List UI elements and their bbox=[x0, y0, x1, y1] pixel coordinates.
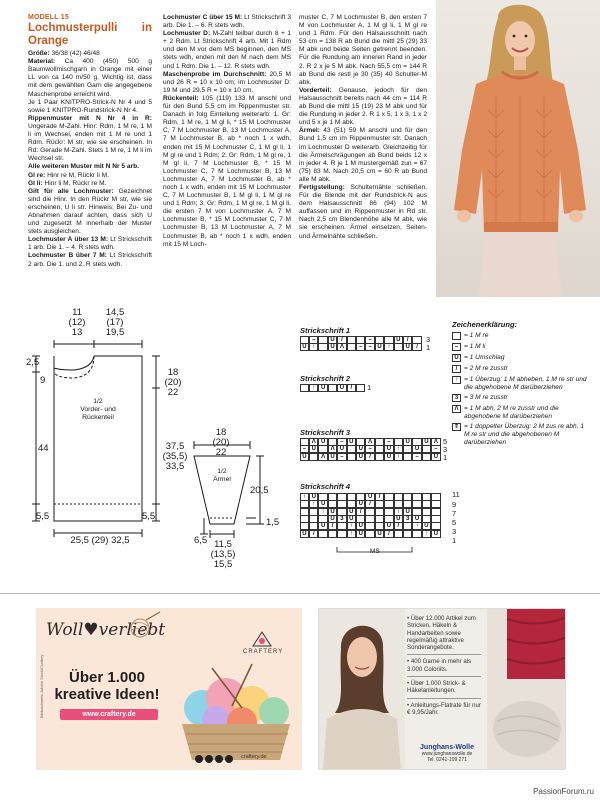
chart-cell: U bbox=[328, 453, 337, 461]
paragraph-label: Größe: bbox=[28, 50, 50, 58]
chart-cell: / bbox=[394, 522, 403, 530]
chart-2-row-1: 1 bbox=[367, 383, 372, 392]
dim-sleeve-cuff: 1,5 bbox=[266, 517, 280, 528]
paragraph-text: Lt Strickschrift 3 arb. Die 1. – 6. R stets wdh. bbox=[163, 14, 292, 30]
chart-cell: U bbox=[384, 522, 393, 530]
chart-cell: U bbox=[394, 515, 403, 523]
body-piece-label: 1/2 Vorder- und Rückenteil bbox=[80, 398, 116, 421]
chart-cell: U bbox=[356, 445, 365, 453]
junghans-ad[interactable] bbox=[318, 608, 566, 770]
chart-cell: U bbox=[384, 453, 393, 461]
chart-1-row-1: 1 bbox=[426, 343, 431, 352]
chart-cell: U bbox=[347, 515, 356, 523]
chart-cell: Λ bbox=[337, 343, 346, 351]
instruction-paragraph bbox=[299, 87, 427, 127]
chart-cell: Λ bbox=[318, 453, 327, 461]
paragraph-text: 36/38 (42) 46/48 bbox=[49, 50, 100, 58]
legend-item bbox=[452, 354, 587, 362]
chart-cell: U bbox=[375, 343, 384, 351]
chart-cell: U bbox=[412, 445, 421, 453]
legend-text: = 1 M abh, 2 M re zusstr und die abgehobene M darüberziehen bbox=[464, 405, 559, 420]
instruction-paragraph bbox=[299, 184, 427, 241]
legend-symbol-icon: U bbox=[452, 354, 461, 362]
legend-text: = 1 Umschlag bbox=[464, 354, 505, 361]
legend-item bbox=[452, 423, 587, 446]
paragraph-label: Lochmuster B über 7 M: bbox=[28, 252, 107, 260]
craftery-big-text: Über 1.000 kreative Ideen! bbox=[54, 669, 160, 703]
chart-3-title: Strickschrift 3 bbox=[300, 428, 351, 437]
page-divider bbox=[0, 593, 600, 594]
chart-cell: U bbox=[318, 438, 327, 446]
chart-3-row-5: 5 bbox=[443, 437, 448, 446]
legend-item bbox=[452, 332, 587, 340]
chart-4-row-7: 7 bbox=[452, 509, 457, 518]
paragraph-label: Gl re: bbox=[28, 171, 46, 179]
dim-sleeve-slope: 6,5 bbox=[194, 535, 208, 546]
chart-cell: U bbox=[300, 530, 309, 538]
chart-cell: U bbox=[328, 515, 337, 523]
chart-cell: U bbox=[431, 530, 440, 538]
chart-cell: / bbox=[365, 500, 374, 508]
chart-cell: U bbox=[394, 336, 403, 344]
junghans-features bbox=[407, 615, 481, 719]
instruction-paragraph bbox=[28, 58, 152, 98]
junghans-phone: Tel. 0241-109 271 bbox=[426, 757, 468, 763]
chart-cell: / bbox=[347, 384, 356, 392]
instruction-paragraph bbox=[299, 14, 427, 87]
paragraph-label: Rippenmuster mit N Nr 4 in R: bbox=[28, 114, 152, 122]
chart-cell: Λ bbox=[309, 438, 318, 446]
chart-1-title: Strickschrift 1 bbox=[300, 326, 351, 335]
chart-cell: – bbox=[309, 336, 318, 344]
chart-2-grid bbox=[300, 384, 366, 391]
chart-cell: U bbox=[337, 384, 346, 392]
chart-cell: / bbox=[375, 493, 384, 501]
chart-cell: / bbox=[412, 343, 421, 351]
instruction-paragraph bbox=[163, 95, 291, 249]
chart-cell: U bbox=[403, 343, 412, 351]
paragraph-text: Gezeichnet sind die Hinr. In den Rückr M str, wie sie erscheinen, U li str. Hinweis: Bei Zu- und Abnahmen darauf achten, dass sich U und zugesetzt M innerhalb der Muster stets ausgleichen. bbox=[28, 187, 152, 236]
chart-cell bbox=[365, 530, 374, 538]
craftery-logo-icon bbox=[251, 630, 273, 648]
paragraph-text: Lt Strickschrift 2 arb. Die 1. und 2. R stets wdh. bbox=[28, 252, 152, 268]
chart-cell: ↑ bbox=[394, 445, 403, 453]
chart-cell: ↑ bbox=[309, 343, 318, 351]
chart-cell: / bbox=[403, 336, 412, 344]
chart-3-row-3: 3 bbox=[443, 445, 448, 454]
blurb-separator bbox=[407, 654, 481, 655]
chart-3-row-1: 1 bbox=[443, 453, 448, 462]
size-schematic bbox=[20, 307, 290, 578]
chart-cell: / bbox=[356, 508, 365, 516]
paragraph-label: Maschenprobe im Durchschnitt: bbox=[163, 70, 267, 78]
dim-body-width: 25,5 (29) 32,5 bbox=[70, 535, 130, 546]
junghans-name: Junghans-Wolle bbox=[420, 744, 474, 751]
instruction-column-3 bbox=[299, 14, 427, 241]
chart-cell: U bbox=[422, 438, 431, 446]
paragraph-label: Lochmuster D: bbox=[163, 30, 211, 38]
chart-cell: U bbox=[403, 438, 412, 446]
chart-cell: U bbox=[356, 530, 365, 538]
legend-title: Zeichenerklärung: bbox=[452, 320, 518, 329]
chart-cell: – bbox=[300, 445, 309, 453]
chart-cell: – bbox=[384, 438, 393, 446]
chart-2-title: Strickschrift 2 bbox=[300, 374, 351, 383]
chart-4-row-1: 1 bbox=[452, 536, 457, 545]
paragraph-text: 20,5 M und 26 R = 10 x 10 cm; im Lochmuster D: 19 M und 29,5 R = 10 x 10 cm. bbox=[163, 70, 291, 94]
chart-cell: U bbox=[328, 508, 337, 516]
instruction-paragraph bbox=[163, 14, 291, 30]
chart-4-row-3: 3 bbox=[452, 527, 457, 536]
chart-cell: U bbox=[431, 453, 440, 461]
legend-text: = 1 M li bbox=[464, 343, 486, 350]
dim-front-neck-depth: 9 bbox=[40, 375, 46, 386]
paragraph-text: Hinr li M, Rückr re M. bbox=[42, 179, 107, 187]
dim-sleeve-bottom: 11,5 (13,5) 15,5 bbox=[210, 539, 236, 570]
instruction-paragraph bbox=[163, 71, 291, 95]
chart-cell bbox=[356, 384, 365, 392]
instruction-column-1 bbox=[28, 14, 152, 269]
chart-cell: – bbox=[365, 336, 374, 344]
dim-length: 44 bbox=[38, 443, 49, 454]
chart-cell: 3 bbox=[403, 515, 412, 523]
chart-cell: U bbox=[318, 384, 327, 392]
watermark: PassionForum.ru bbox=[533, 787, 594, 796]
instruction-paragraph bbox=[28, 188, 152, 237]
chart-cell bbox=[347, 343, 356, 351]
chart-cell: ↑ bbox=[422, 530, 431, 538]
chart-cell bbox=[328, 530, 337, 538]
paragraph-text: 43 (51) 59 M anschl und für den Bund 1,5 cm im Rippenmuster str. Danach im Lochmuster D weiterarb. Gleichzeitig für die Ärmelschrägungen ab Bund beids 12 x in jeder 4. R je 1 M mustergemäß zun = 67 (75) 83 M. Nach 20,5 cm = 60 R ab Bund alle M abk. bbox=[299, 127, 427, 183]
paragraph-text: 105 (119) 133 M anschl und für den Bund 5,5 cm im Rippenmuster str. Danach in folg Einteilung weiterarb: 1. Gr: Rdm, 1 M re, 1 M gl li, * 15 M Lochmuster C, 7 M Lochmuster B, 13 M Lochmuster A, 7 M Lochmuster B, ab * noch 1 x wdh, enden mit 15 M Lochmuster C, 1 M gl li, 1 M gl re und 1 Rdm; 2. Gr: Rdm, 1 M gl re, 1 M gl li, 7 M Lochmuster B, * 15 M Lochmuster C, 7 M Lochmuster B, 13 M Lochmuster A, 7 M Lochmuster B, ab * noch 1 x wdh, enden mit 15 M Lochmuster C, 7 M Lochmuster B, 1 M gl li, 1 M gl re und 1 Rdm; 3. Gr: Rdm, 1 M gl re, 1 M gl li, die ersten 7 M von Lochmuster A, 7 M Lochmuster B, * 15 M Lochmuster C, 7 M Lochmuster B, 13 M Lochmuster A, 7 M Lochmuster B, ab * noch 1 x wdh, enden mit 15 M Loch- bbox=[163, 94, 291, 248]
chart-cell: 3 bbox=[337, 515, 346, 523]
chart-3-grid bbox=[300, 438, 441, 460]
legend-text: = 1 Überzug: 1 M abheben, 1 M re str und die abgehobene M darüberziehen bbox=[464, 376, 587, 391]
chart-cell: – bbox=[412, 453, 421, 461]
dim-back-neck-depth: 2,5 bbox=[26, 357, 40, 368]
chart-4-repeat-bracket bbox=[300, 545, 460, 559]
chart-cell: – bbox=[356, 343, 365, 351]
paragraph-text: Ungerade M-Zahl. Hinr: Rdm, 1 M re, 1 M li im Wechsel, enden mit 1 M re und 1 Rdm. Rückr: M str, wie sie erscheinen. In Rd: Gerade M-Zahl. Stets 1 M re, 1 M li im Wechsel str. bbox=[28, 122, 152, 163]
blurb-item: • 400 Garne in mehr als 3.000 Coloriits. bbox=[407, 658, 472, 673]
legend-item bbox=[452, 394, 587, 402]
dim-sleeve-top: 18 (20) 22 bbox=[212, 427, 230, 458]
yarn-ball-icon bbox=[36, 610, 166, 655]
paragraph-text: Lt Strickschrift 1 arb. Die 1. – 4. R stets wdh. bbox=[28, 236, 152, 252]
paragraph-text: muster C, 7 M Lochmuster B, den ersten 7 M von Lochmuster A, 1 M gl li, 1 M gl re und 1 Rdm. Für den Halsausschnitt nach 53 cm = 138 R ab Bund die mittl 25 (29) 33 M abk und beide Seiten getrennt beenden. Für die Rundung am inneren Rand in jeder 2. R 2 x je 5 M abk. Nach 55,5 cm = 144 R ab Bund die restl je 30 (35) 40 Schulter-M abk. bbox=[299, 14, 427, 86]
chart-cell: U bbox=[356, 453, 365, 461]
model-illustration bbox=[436, 0, 600, 297]
legend-item bbox=[452, 343, 587, 351]
instruction-paragraph bbox=[28, 252, 152, 268]
legend-item bbox=[452, 376, 587, 391]
chart-cell: Λ bbox=[328, 445, 337, 453]
chart-cell: / bbox=[328, 522, 337, 530]
legend-symbol-icon: ↑ bbox=[452, 376, 461, 384]
chart-4-grid bbox=[300, 493, 441, 537]
chart-cell: U bbox=[318, 522, 327, 530]
chart-4-row-5: 5 bbox=[452, 518, 457, 527]
blurb-separator bbox=[407, 676, 481, 677]
instruction-paragraph bbox=[163, 30, 291, 70]
chart-cell: U bbox=[384, 445, 393, 453]
paragraph-label: Gilt für alle Lochmuster: bbox=[28, 187, 114, 195]
legend-symbol-icon: 3 bbox=[452, 394, 461, 402]
paragraph-label: Fertigstellung: bbox=[299, 183, 345, 191]
chart-cell bbox=[309, 453, 318, 461]
chart-cell: ↑ bbox=[394, 453, 403, 461]
paragraph-label: Gl li: bbox=[28, 179, 43, 187]
chart-cell: U bbox=[403, 508, 412, 516]
chart-cell: / bbox=[365, 453, 374, 461]
chart-cell: U bbox=[300, 453, 309, 461]
instruction-paragraph bbox=[28, 180, 152, 188]
chart-cell bbox=[412, 530, 421, 538]
paragraph-label: Material: bbox=[28, 58, 56, 66]
chart-cell: U bbox=[337, 445, 346, 453]
chart-cell: / bbox=[309, 530, 318, 538]
yarn-basket-illustration bbox=[162, 658, 302, 768]
chart-cell bbox=[328, 384, 337, 392]
chart-cell: U bbox=[309, 445, 318, 453]
paragraph-label: Vorderteil: bbox=[299, 86, 332, 94]
dim-rib-right: 5,5 bbox=[142, 511, 156, 522]
dim-neck-width: 11 (12) 13 bbox=[68, 307, 86, 338]
legend-symbol-icon: Λ bbox=[452, 405, 461, 413]
chart-cell: U bbox=[422, 522, 431, 530]
paragraph-label: Rückenteil: bbox=[163, 94, 199, 102]
chart-4-row-11: 11 bbox=[452, 490, 460, 499]
legend-list bbox=[452, 332, 587, 446]
paragraph-text: Schulternähte schließen. Für die Blende mit der Rundstrick-N aus dem Halsausschnitt 86 (94) 102 M auffassen und im Rippenmuster in Rd str. Nach 2,5 cm Blendenhöhe alle M abk, wie sie erscheinen. Ärmel einsetzen, Seiten- und Ärmelnähte schließen. bbox=[299, 183, 427, 240]
blurb-item: • Über 12.000 Artikel zum Stricken, Häkeln & Handarbeiten sowie regelmäßig attraktive Sonderangebote. bbox=[407, 615, 476, 652]
paragraph-text: Hinr re M, Rückr li M. bbox=[45, 171, 109, 179]
legend-item bbox=[452, 405, 587, 420]
chart-cell: ↑ bbox=[412, 522, 421, 530]
chart-cell: – bbox=[337, 453, 346, 461]
legend-text: = 2 M re zusstr bbox=[464, 365, 508, 372]
craftery-url[interactable]: www.craftery.de bbox=[60, 709, 158, 720]
paragraph-label: Alle weiteren Muster mit N Nr 5 arb. bbox=[28, 163, 140, 171]
legend-text: = 3 M re zusstr bbox=[464, 394, 508, 402]
paragraph-text: M-Zahl teilbar durch 8 + 1 + 2 Rdm. Lt Strickschrift 4 arb. Mit 1 Rdm und den M vor dem MS beginnen, den MS stets wdh, enden mit den M nach dem MS und 1 Rdm. Die 1. – 12. R stets wdh. bbox=[163, 30, 291, 70]
column-1-body bbox=[28, 50, 152, 269]
dim-side-length: 37,5 (35,5) 33,5 bbox=[162, 441, 188, 472]
blurb-separator bbox=[407, 698, 481, 699]
chart-cell bbox=[375, 453, 384, 461]
chart-cell: U bbox=[309, 493, 318, 501]
instruction-paragraph bbox=[28, 236, 152, 252]
dim-sleeve-length: 20,5 bbox=[250, 485, 269, 496]
chart-cell: U bbox=[365, 493, 374, 501]
chart-4-title: Strickschrift 4 bbox=[300, 482, 351, 491]
chart-cell bbox=[403, 453, 412, 461]
craftery-headline: Woll♥verliebt bbox=[46, 620, 166, 640]
instruction-paragraph bbox=[28, 172, 152, 180]
article-title: Lochmusterpulli in Orange bbox=[28, 22, 152, 48]
column-2-body bbox=[163, 14, 291, 249]
blurb-item: • Anleitungs-Flatrate für nur € 9,95/Jahr. bbox=[407, 701, 481, 716]
chart-1-grid bbox=[300, 336, 422, 351]
instruction-paragraph bbox=[299, 127, 427, 184]
junghans-logo bbox=[407, 744, 487, 763]
chart-cell: ↑ bbox=[347, 530, 356, 538]
chart-cell bbox=[337, 530, 346, 538]
legend-symbol-icon: / bbox=[452, 365, 461, 373]
craftery-footer: craftery.de bbox=[241, 754, 267, 760]
chart-cell: U bbox=[347, 508, 356, 516]
legend-symbol-icon: ⇑ bbox=[453, 424, 460, 431]
chart-cell: – bbox=[365, 343, 374, 351]
chart-cell: ↑ bbox=[384, 343, 393, 351]
chart-cell: – bbox=[365, 445, 374, 453]
craftery-ad[interactable] bbox=[36, 608, 302, 770]
dim-shoulder-width: 14,5 (17) 19,5 bbox=[105, 307, 125, 338]
paragraph-label: Lochmuster A über 13 M: bbox=[28, 236, 109, 244]
legend-item bbox=[452, 365, 587, 373]
chart-cell: ↑ bbox=[300, 493, 309, 501]
chart-cell: Λ bbox=[431, 438, 440, 446]
chart-cell: U bbox=[328, 336, 337, 344]
chart-cell: – bbox=[337, 438, 346, 446]
instruction-paragraph bbox=[28, 115, 152, 164]
legend-symbol-icon bbox=[452, 332, 461, 340]
chart-cell bbox=[394, 530, 403, 538]
junghans-web[interactable]: www.junghanswolle.de bbox=[421, 751, 473, 757]
chart-cell: U bbox=[300, 343, 309, 351]
model-number: MODELL 15 bbox=[28, 14, 69, 21]
chart-cell bbox=[403, 530, 412, 538]
chart-cell: U bbox=[356, 500, 365, 508]
paragraph-text: Ca 400 (450) 500 g Baumwollmischgarn in Orange mit einer LL von ca 140 m/50 g. Wichtig ist, dass mit dem gewählten Garn die angegebene Maschenprobe erreicht wird. bbox=[28, 58, 152, 98]
chart-cell: U bbox=[318, 500, 327, 508]
chart-cell: ↑ bbox=[394, 508, 403, 516]
chart-cell: ↑ bbox=[309, 384, 318, 392]
instruction-paragraph bbox=[28, 163, 152, 171]
column-3-body bbox=[299, 14, 427, 241]
instruction-paragraph bbox=[28, 50, 152, 58]
chart-cell: / bbox=[384, 530, 393, 538]
chart-cell: ↑ bbox=[309, 500, 318, 508]
craftery-credit: Bildnachweis: Adobe Stock/Craftery bbox=[39, 654, 44, 718]
blurb-item: • Über 1.000 Strick- & Häkelanleitungen. bbox=[407, 680, 466, 695]
chart-cell: – bbox=[431, 445, 440, 453]
chart-cell bbox=[347, 453, 356, 461]
chart-cell: U bbox=[356, 522, 365, 530]
chart-cell bbox=[318, 530, 327, 538]
legend-text: = 1 M re bbox=[464, 332, 489, 339]
chart-cell: U bbox=[375, 530, 384, 538]
instruction-paragraph bbox=[28, 99, 152, 115]
chart-cell: Λ bbox=[365, 438, 374, 446]
chart-cell: U bbox=[328, 343, 337, 351]
paragraph-label: Lochmuster C über 15 M: bbox=[163, 14, 243, 21]
chart-cell: U bbox=[347, 438, 356, 446]
sleeve-piece-label: 1/2 Ärmel bbox=[213, 468, 231, 483]
chart-cell: / bbox=[337, 336, 346, 344]
chart-1-row-3: 3 bbox=[426, 335, 431, 344]
dim-armhole: 18 (20) 22 bbox=[164, 367, 182, 398]
chart-cell: ↑ bbox=[318, 508, 327, 516]
chart-4-row-9: 9 bbox=[452, 500, 457, 509]
legend-symbol-icon: – bbox=[452, 343, 461, 351]
craftery-brand: CRAFTERY bbox=[243, 649, 284, 655]
instruction-column-2 bbox=[163, 14, 291, 249]
chart-4-repeat-label: MS bbox=[370, 548, 380, 555]
woman-photo bbox=[319, 609, 405, 770]
yarn-photo bbox=[487, 609, 566, 770]
symbol-legend bbox=[452, 320, 587, 449]
legend-text: = 1 doppelter Überzug: 2 M zus re abh, 1 M re str und die abgehobenen M darüberziehen bbox=[464, 423, 585, 446]
chart-cell bbox=[318, 343, 327, 351]
dim-rib-left: 5,5 bbox=[36, 511, 50, 522]
chart-cell bbox=[300, 384, 309, 392]
paragraph-text: Genauso, jedoch für den Halsausschnitt bereits nach 44 cm = 114 R ab Bund die mittl 15 (19) 23 M abk und für die Rundung in jeder 2. R 1 x 5, 1 x 3, 1 x 2 und 5 x je 1 M abk. bbox=[299, 86, 427, 127]
model-photo bbox=[436, 0, 600, 297]
chart-cell bbox=[422, 453, 431, 461]
chart-cell bbox=[394, 343, 403, 351]
paragraph-text: Je 1 Paar KNITPRO-Strick-N Nr 4 und 5 sowie 1 KNITPRO-Rundstrick-N Nr 4. bbox=[28, 98, 152, 114]
chart-cell: ↑ bbox=[347, 522, 356, 530]
paragraph-label: Ärmel: bbox=[299, 127, 320, 135]
chart-cell: U bbox=[412, 515, 421, 523]
